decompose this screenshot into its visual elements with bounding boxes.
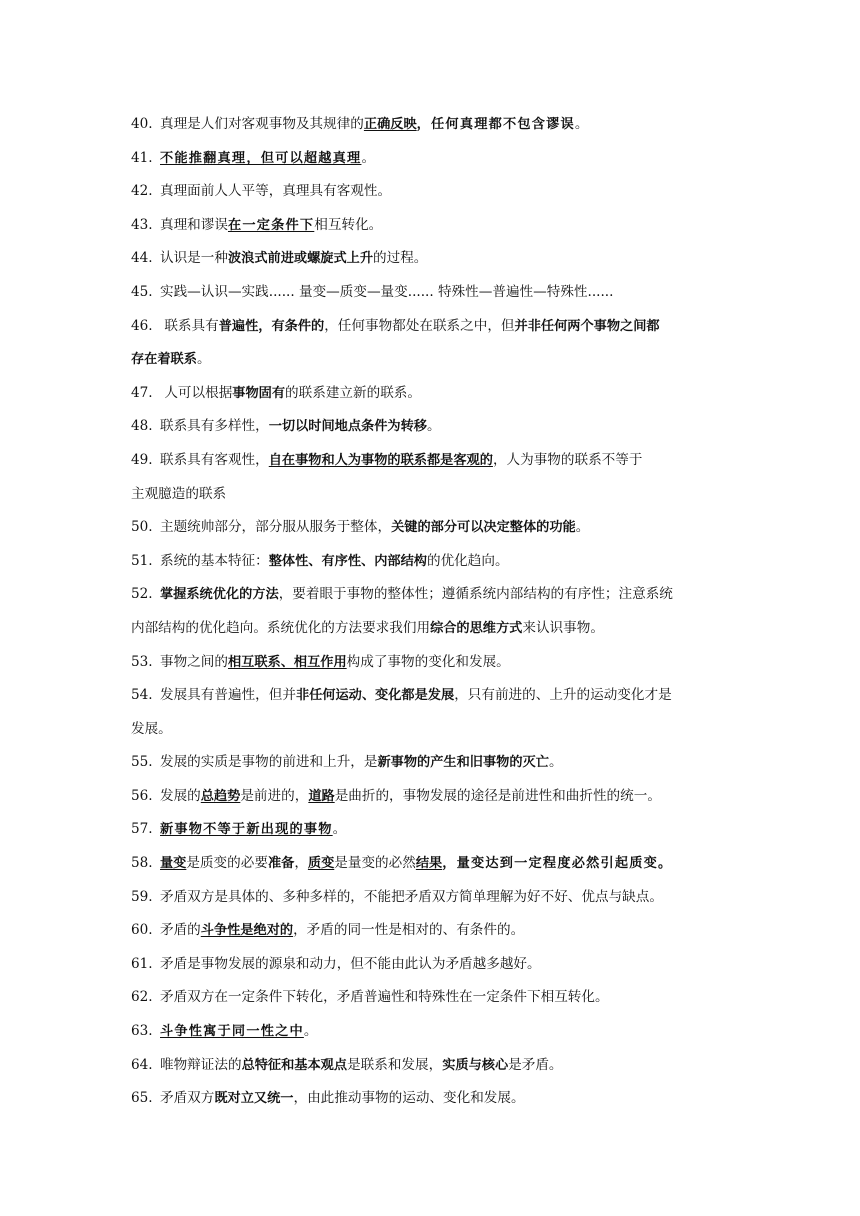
text-segment: ，只有前进的、上升的运动变化才是 <box>454 687 672 704</box>
text-segment: 是质变的必要 <box>186 855 268 872</box>
item-number: 64. <box>131 1056 153 1073</box>
text-segment: 真理和谬误 <box>160 216 228 233</box>
item-number: 54. <box>131 687 153 704</box>
text-segment: 。 <box>575 519 590 536</box>
emphasis-underlined: 总趋势 <box>200 788 241 804</box>
list-item <box>131 209 741 243</box>
list-item <box>131 813 741 847</box>
emphasis-underlined: 正确反映 <box>363 117 417 132</box>
text-segment: 内部结构的优化趋向。系统优化的方法要求我们用 <box>131 619 431 636</box>
list-item-continuation <box>131 713 741 747</box>
text-segment: 相互转化。 <box>314 216 383 233</box>
item-number: 61. <box>131 955 153 972</box>
text-segment: 联系具有多样性， <box>160 418 269 435</box>
item-number: 45. <box>131 283 153 300</box>
item-number: 65. <box>131 1090 153 1107</box>
emphasis-bold: ，量变达到一定程度必然引起质变。 <box>442 856 673 872</box>
emphasis-bold: 实质与核心 <box>442 1057 509 1073</box>
text-segment: 联系具有客观性， <box>160 451 269 468</box>
emphasis-bold: 掌握系统优化的方法 <box>160 587 279 603</box>
list-item <box>131 142 741 176</box>
emphasis-bold: 综合的思维方式 <box>430 620 523 636</box>
item-text <box>160 318 660 334</box>
text-segment: 发展。 <box>131 720 172 737</box>
text-segment: 的联系建立新的联系。 <box>285 384 421 401</box>
item-number: 49. <box>131 451 153 468</box>
item-number: 50. <box>131 519 153 536</box>
item-number: 58. <box>131 855 153 872</box>
item-text <box>131 620 604 636</box>
item-number: 43. <box>131 216 153 233</box>
item-text <box>160 586 673 602</box>
item-number: 62. <box>131 989 153 1006</box>
text-segment: 事物之间的 <box>160 653 228 670</box>
item-text <box>160 788 661 804</box>
item-number: 56. <box>131 787 153 804</box>
emphasis-bold: 准备 <box>267 856 295 872</box>
item-text <box>160 821 346 837</box>
list-item <box>131 578 741 612</box>
text-segment: 是前进的， <box>240 787 309 804</box>
item-text <box>160 284 613 300</box>
item-number: 57. <box>131 821 153 838</box>
item-text <box>160 855 672 871</box>
item-number: 46. <box>131 317 153 334</box>
text-segment: 矛盾双方 <box>160 1090 215 1107</box>
list-item <box>131 545 741 579</box>
emphasis-bold: 新事物的产生和旧事物的灭亡 <box>377 755 549 771</box>
text-segment: 发展具有普遍性，但并 <box>160 687 296 704</box>
text-segment: 。 <box>574 116 589 132</box>
emphasis-underlined: 相互联系、相互作用 <box>227 654 347 670</box>
item-text <box>160 754 563 770</box>
text-segment: 主观臆造的联系 <box>131 485 227 502</box>
notes-list <box>131 108 741 1116</box>
text-segment: 。 <box>196 351 211 368</box>
text-segment: 是矛盾。 <box>508 1056 563 1073</box>
text-segment: 真理是人们对客观事物及其规律的 <box>160 116 364 132</box>
list-item <box>131 242 741 276</box>
item-number: 40. <box>131 116 153 132</box>
list-item <box>131 377 741 411</box>
emphasis-bold: 既对立又统一 <box>214 1091 294 1107</box>
list-item <box>131 276 741 310</box>
list-item <box>131 881 741 915</box>
item-number: 47. <box>131 384 153 401</box>
emphasis-bold: 关键的部分可以决定整体的功能 <box>391 520 576 536</box>
emphasis-underlined: 量变 <box>160 856 187 872</box>
item-text <box>160 217 382 233</box>
text-segment: 认识是一种 <box>160 250 228 267</box>
text-segment: ，矛盾的同一性是相对的、有条件的。 <box>293 922 525 939</box>
item-text <box>160 385 421 401</box>
text-segment: 是联系和发展， <box>347 1056 443 1073</box>
text-segment: 人可以根据 <box>160 384 233 401</box>
emphasis-underlined: 斗争性是绝对的 <box>200 923 294 939</box>
text-segment: 。 <box>332 821 347 838</box>
list-item <box>131 1015 741 1049</box>
list-item-continuation <box>131 343 741 377</box>
text-segment: 的优化趋向。 <box>427 552 509 569</box>
emphasis-bold: 存在着联系 <box>131 352 197 368</box>
emphasis-bold: 事物固有 <box>232 385 286 401</box>
text-segment: 。 <box>548 754 563 771</box>
text-segment: 发展的实质是事物的前进和上升，是 <box>160 754 378 771</box>
text-segment: 的过程。 <box>373 250 428 267</box>
text-segment: ，人为事物的联系不等于 <box>492 451 643 468</box>
item-number: 44. <box>131 250 153 267</box>
item-text <box>160 553 509 569</box>
emphasis-bold: ，任何真理都不包含谬误 <box>416 117 575 132</box>
list-item <box>131 444 741 478</box>
item-text <box>131 486 226 502</box>
text-segment: 实践—认识—实践...... 量变—质变—量变...... 特殊性—普遍性—特殊性...... <box>160 283 614 300</box>
text-segment: ， <box>294 855 308 872</box>
text-segment: 构成了事物的变化和发展。 <box>346 653 510 670</box>
text-segment: 矛盾的 <box>160 922 201 939</box>
item-text <box>160 150 375 166</box>
item-text <box>160 922 524 938</box>
item-text <box>160 1090 525 1106</box>
item-text <box>160 519 589 535</box>
emphasis-underlined: 自在事物和人为事物的联系都是客观的 <box>268 452 493 468</box>
emphasis-bold: 整体性、有序性、内部结构 <box>268 553 427 569</box>
item-number: 41. <box>131 149 153 166</box>
emphasis-bold: 波浪式前进或螺旋式上升 <box>227 251 374 267</box>
list-item <box>131 175 741 209</box>
list-item <box>131 1082 741 1116</box>
list-item <box>131 646 741 680</box>
list-item <box>131 914 741 948</box>
item-text <box>131 351 211 367</box>
item-number: 55. <box>131 754 153 771</box>
text-segment: 。 <box>303 1023 318 1040</box>
list-item <box>131 746 741 780</box>
list-item <box>131 310 741 344</box>
list-item <box>131 511 741 545</box>
emphasis-bold: 非任何运动、变化都是发展 <box>295 688 455 704</box>
text-segment: 是量变的必然 <box>334 855 416 872</box>
item-number: 53. <box>131 653 153 670</box>
text-segment: 真理面前人人平等，真理具有客观性。 <box>160 183 392 200</box>
item-number: 59. <box>131 888 153 905</box>
text-segment: 来认识事物。 <box>522 619 604 636</box>
text-segment: 系统的基本特征： <box>160 552 269 569</box>
text-segment: 矛盾双方是具体的、多种多样的，不能把矛盾双方简单理解为好不好、优点与缺点。 <box>160 888 663 905</box>
item-text <box>160 654 510 670</box>
emphasis-bold: 普遍性，有条件的 <box>218 318 325 334</box>
emphasis-bold: 并非任何两个事物之间都 <box>514 318 660 334</box>
emphasis-underlined: 质变 <box>307 856 335 872</box>
text-segment: ，任何事物都处在联系之中，但 <box>324 317 515 334</box>
emphasis-bold: 一切以时间地点条件为转移 <box>268 419 427 435</box>
item-number: 52. <box>131 586 153 603</box>
list-item <box>131 679 741 713</box>
emphasis-underlined: 斗争性寓于同一性之中 <box>160 1024 304 1040</box>
text-segment: 主题统帅部分，部分服从服务于整体， <box>160 519 392 536</box>
emphasis-bold: 总特征和基本观点 <box>241 1057 348 1073</box>
item-text <box>160 116 589 132</box>
item-text <box>160 452 642 468</box>
item-number: 42. <box>131 183 153 200</box>
text-segment: 。 <box>427 418 441 435</box>
list-item <box>131 1049 741 1083</box>
item-number: 48. <box>131 418 153 435</box>
text-segment: 是曲折的，事物发展的途径是前进性和曲折性的统一。 <box>334 787 661 804</box>
emphasis-underlined: 不能推翻真理，但可以超越真理 <box>160 150 362 166</box>
emphasis-underlined: 在一定条件下 <box>227 217 315 233</box>
list-item-continuation <box>131 478 741 512</box>
item-text <box>160 1023 317 1039</box>
list-item <box>131 410 741 444</box>
list-item <box>131 780 741 814</box>
text-segment: 。 <box>361 149 376 166</box>
item-number: 63. <box>131 1023 153 1040</box>
item-text <box>160 889 663 905</box>
emphasis-underlined: 道路 <box>308 788 335 804</box>
item-number: 60. <box>131 922 153 939</box>
text-segment: 矛盾是事物发展的源泉和动力，但不能由此认为矛盾越多越好。 <box>160 955 541 972</box>
text-segment: ，由此推动事物的运动、变化和发展。 <box>293 1090 525 1107</box>
text-segment: 矛盾双方在一定条件下转化，矛盾普遍性和特殊性在一定条件下相互转化。 <box>160 989 609 1006</box>
text-segment: ，要着眼于事物的整体性；遵循系统内部结构的有序性；注意系统 <box>278 586 673 603</box>
item-text <box>160 1057 563 1073</box>
item-text <box>131 721 172 737</box>
list-item <box>131 108 741 142</box>
text-segment: 发展的 <box>160 787 201 804</box>
item-text <box>160 687 672 703</box>
list-item <box>131 981 741 1015</box>
item-number: 51. <box>131 552 153 569</box>
item-text <box>160 956 541 972</box>
list-item-continuation <box>131 612 741 646</box>
text-segment: 唯物辩证法的 <box>160 1056 242 1073</box>
text-segment: 联系具有 <box>160 317 219 334</box>
emphasis-underlined: 结果 <box>415 856 443 872</box>
item-text <box>160 418 441 434</box>
list-item <box>131 948 741 982</box>
item-text <box>160 989 609 1005</box>
emphasis-underlined: 新事物不等于新出现的事物 <box>160 822 333 838</box>
list-item <box>131 847 741 881</box>
item-text <box>160 183 391 199</box>
item-text <box>160 250 427 266</box>
